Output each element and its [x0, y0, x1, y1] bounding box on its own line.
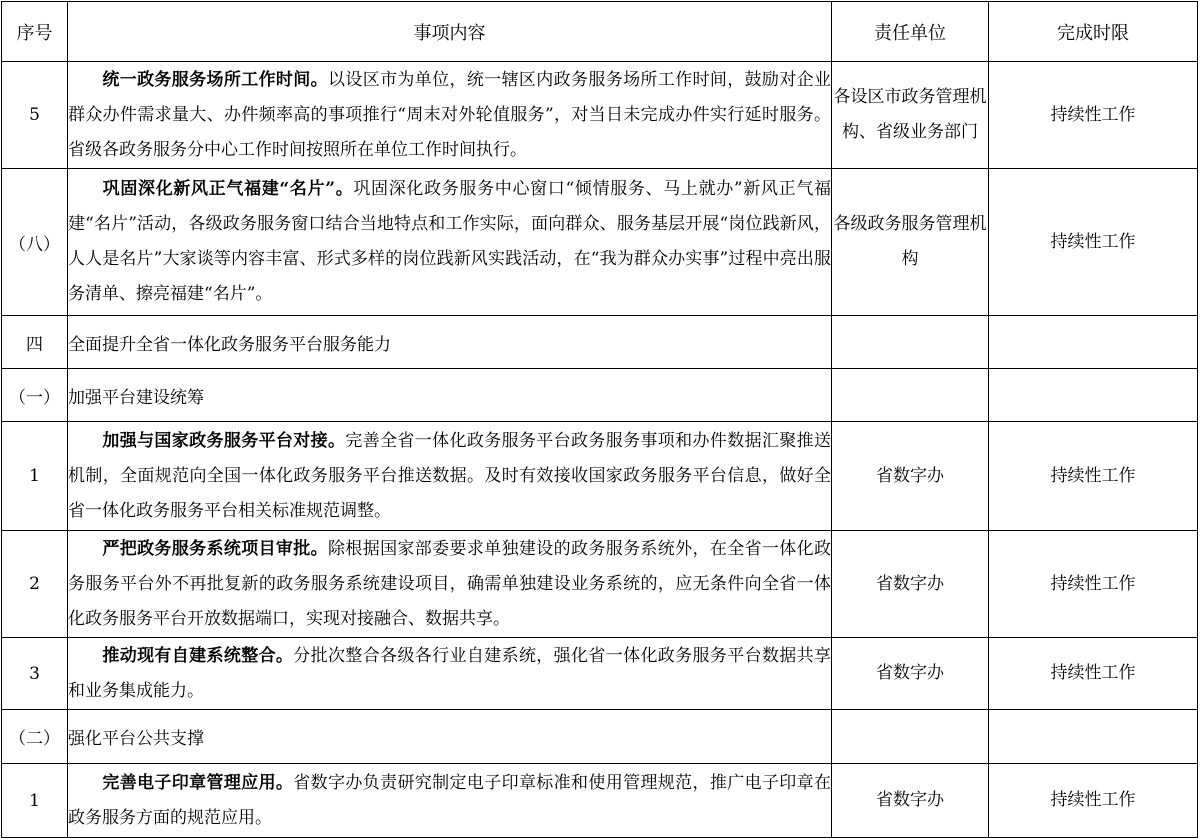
table-row	[2, 764, 1198, 838]
row-content	[68, 764, 832, 838]
row-content	[68, 422, 832, 531]
row-number: 1	[2, 764, 68, 838]
header-deadline: 完成时限	[989, 2, 1198, 62]
row-unit: 各级政务服务管理机构	[832, 169, 989, 316]
section-heading: 强化平台公共支撑	[68, 710, 832, 764]
row-number: 1	[2, 422, 68, 531]
row-body: 除根据国家部委要求单独建设的政务服务系统外，在全省一体化政务服务平台外不再批复新的政务服务系统建设项目，确需单独建设业务系统的，应无条件向全省一体化政务服务平台开放数据端口，实现对接融合、数据共享。	[68, 538, 831, 629]
row-title: 统一政务服务场所工作时间。	[102, 69, 328, 90]
row-deadline: 持续性工作	[989, 422, 1198, 531]
row-content	[68, 638, 832, 710]
row-title: 推动现有自建系统整合。	[102, 645, 294, 666]
section-row	[2, 369, 1198, 422]
row-body: 以设区市为单位，统一辖区内政务服务场所工作时间，鼓励对企业群众办件需求量大、办件频率高的事项推行“周末对外轮值服务”，对当日未完成办件实行延时服务。省级各政务服务分中心工作时间按照所在单位工作时间执行。	[68, 69, 831, 160]
header-no: 序号	[2, 2, 68, 62]
row-deadline: 持续性工作	[989, 764, 1198, 838]
row-unit-empty	[832, 369, 989, 422]
section-row	[2, 710, 1198, 764]
row-unit-empty	[832, 316, 989, 369]
row-number: 2	[2, 531, 68, 638]
table-row	[2, 638, 1198, 710]
row-title: 完善电子印章管理应用。	[102, 772, 294, 793]
row-unit: 省数字办	[832, 422, 989, 531]
row-body: 完善全省一体化政务服务平台政务服务事项和办件数据汇聚推送机制，全面规范向全国一体化政务服务平台推送数据。及时有效接收国家政务服务平台信息，做好全省一体化政务服务平台相关标准规范调整。	[68, 430, 832, 521]
row-deadline-empty	[989, 369, 1198, 422]
row-unit-empty	[832, 710, 989, 764]
section-heading: 加强平台建设统筹	[68, 369, 832, 422]
row-body: 巩固深化政务服务中心窗口“倾情服务、马上就办”新风正气福建“名片”活动，各级政务服务窗口结合当地特点和工作实际，面向群众、服务基层开展“岗位践新风，人人是名片”大家谈等内容丰富、形式多样的岗位践新风实践活动，在“我为群众办实事”过程中亮出服务清单、擦亮福建“名片”。	[68, 179, 831, 304]
table-row	[2, 62, 1198, 169]
row-title: 加强与国家政务服务平台对接。	[102, 430, 346, 451]
task-table	[1, 1, 1198, 838]
table-row	[2, 531, 1198, 638]
row-unit: 省数字办	[832, 764, 989, 838]
section-number: （二）	[2, 710, 68, 764]
row-deadline: 持续性工作	[989, 638, 1198, 710]
row-content	[68, 62, 832, 169]
section-row	[2, 316, 1198, 369]
row-content	[68, 169, 832, 316]
header-unit: 责任单位	[832, 2, 989, 62]
row-number: 3	[2, 638, 68, 710]
table-row	[2, 169, 1198, 316]
header-content: 事项内容	[68, 2, 832, 62]
row-deadline: 持续性工作	[989, 62, 1198, 169]
row-title: 严把政务服务系统项目审批。	[102, 538, 328, 559]
header-row	[2, 2, 1198, 62]
row-deadline-empty	[989, 316, 1198, 369]
row-number: （八）	[2, 169, 68, 316]
row-body: 省数字办负责研究制定电子印章标准和使用管理规范，推广电子印章在政务服务方面的规范应用。	[68, 772, 832, 828]
row-unit: 各设区市政务管理机构、省级业务部门	[832, 62, 989, 169]
section-number: 四	[2, 316, 68, 369]
section-heading: 全面提升全省一体化政务服务平台服务能力	[68, 316, 832, 369]
row-unit: 省数字办	[832, 531, 989, 638]
row-content	[68, 531, 832, 638]
section-number: （一）	[2, 369, 68, 422]
row-deadline: 持续性工作	[989, 531, 1198, 638]
row-number: 5	[2, 62, 68, 169]
row-title: 巩固深化新风正气福建“名片”。	[102, 179, 354, 199]
row-deadline-empty	[989, 710, 1198, 764]
row-body: 分批次整合各级各行业自建系统，强化省一体化政务服务平台数据共享和业务集成能力。	[68, 645, 832, 701]
table-row	[2, 422, 1198, 531]
row-deadline: 持续性工作	[989, 169, 1198, 316]
row-unit: 省数字办	[832, 638, 989, 710]
